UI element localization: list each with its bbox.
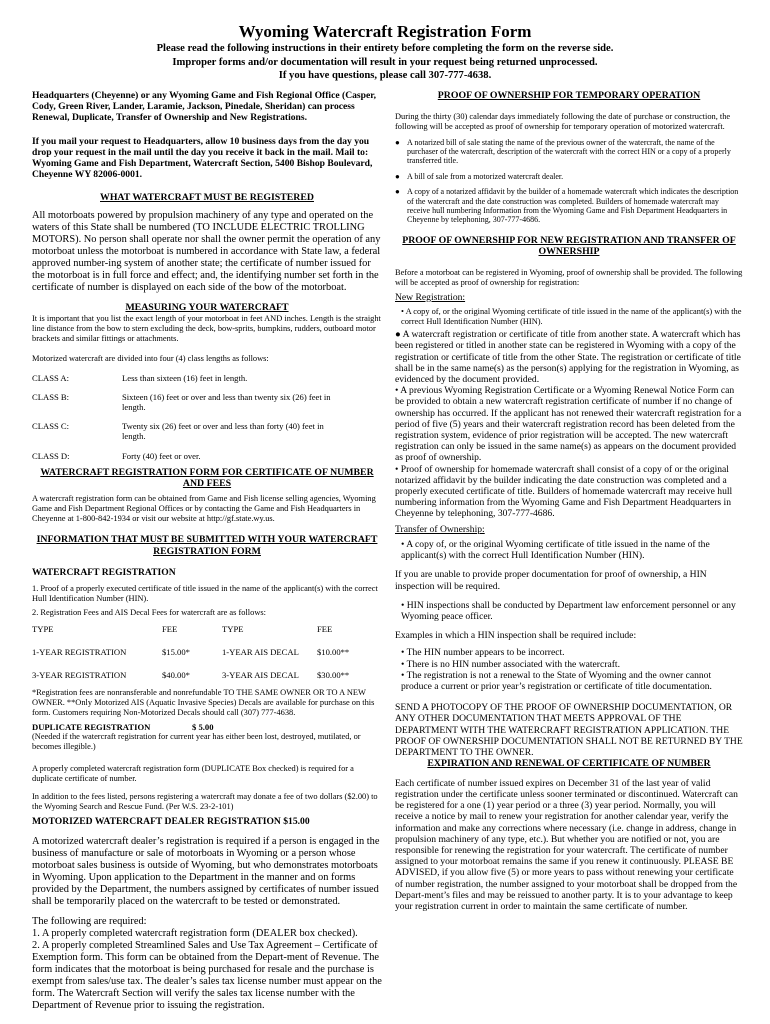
form-fees-body: A watercraft registration form can be obtained from Game and Fish license selling agencies, Wyoming Game and Fish Department Regional Offices or by contacting the Game and Fish Headquarters in Cheyenne at 1-800-842-1934 or visit our website at http://gf.state.wy.us.	[32, 494, 376, 524]
new-registration-item: • A previous Wyoming Registration Certificate or a Wyoming Renewal Notice Form can be provided to obtain a new watercraft registration certificate of number if no change of ownership has occurred. If the applicant has not renewed their watercraft registration for a period of five (5) years and their watercraft registration record has been deleted from the registration system, evidence of prior registration will be accepted. The new watercraft registration can only be issued in the same name(s) as appears on the document provided as proof of ownership.	[395, 385, 742, 464]
hin-inspection-note: • HIN inspections shall be conducted by Department law enforcement personnel or any Wyoming peace officer.	[401, 599, 736, 622]
fee-header: FEE	[162, 624, 178, 635]
bullet-text: A notarized bill of sale stating the name of the previous owner of the watercraft, the name of the purchaser of the watercraft, description of the watercraft with the correct HIN or a copy of a properly transferred title.	[407, 137, 731, 166]
new-registration-item: • Proof of ownership for homemade watercraft shall consist of a copy of or the original notarized affidavit by the builder indicating the date construction was completed and a properly executed certificate of title. Builders of homemade watercraft may receive hull numbering information from the Wyoming Game and Fish Department Headquarters in Cheyenne by telephoning, 307-777-4686.	[395, 463, 733, 520]
class-desc: Twenty six (26) feet or over and less than forty (40) feet in length.	[122, 421, 324, 442]
registration-heading: WATERCRAFT REGISTRATION	[32, 567, 176, 579]
bullet-icon: ●	[395, 171, 400, 181]
bullet-text: A bill of sale from a motorized watercraft dealer.	[407, 171, 564, 181]
left-column	[32, 90, 382, 1012]
class-label: CLASS C:	[32, 421, 70, 432]
class-desc: Less than sixteen (16) feet in length.	[122, 372, 248, 383]
new-registration-intro: Before a motorboat can be registered in Wyoming, proof of ownership shall be provided. The following will be accepted as proof of ownership for registration:	[395, 268, 743, 288]
examples-intro: Examples in which a HIN inspection shall be required include:	[395, 630, 637, 642]
duplicate-fee: $ 5.00	[192, 722, 214, 733]
fee-cell: 3-YEAR AIS DECAL	[222, 670, 299, 681]
dealer-requirements-intro: The following are required:	[32, 915, 147, 927]
transfer-item: • A copy of, or the original Wyoming certificate of title issued in the name of the applicant(s) with the correct Hull Identification Number (HIN).	[401, 538, 710, 562]
donation-note: In addition to the fees listed, persons registering a watercraft may donate a fee of two dollars ($2.00) to the Wyoming Search and Rescue Fund. (Per W.S. 23-2-101)	[32, 792, 378, 812]
new-registration-item: • A copy of, or the original Wyoming certificate of title issued in the name of the applicant(s) with the correct Hull Identification Number (HIN).	[401, 307, 742, 327]
measuring-heading: MEASURING YOUR WATERCRAFT	[125, 302, 289, 314]
registration-item-1: 1. Proof of a properly executed certificate of title issued in the name of the applicant(s) with the correct Hull Identification Number (HIN).	[32, 584, 378, 604]
bullet-item	[395, 172, 743, 181]
duplicate-note: (Needed if the watercraft registration for current year has either been lost, destroyed, mutilated, or becomes illegible.)	[32, 732, 361, 752]
example-item: • The registration is not a renewal to the State of Wyoming and the owner cannot produce a current or prior year’s registration or certificate of title documentation.	[401, 669, 712, 692]
duplicate-row	[32, 722, 382, 732]
bullet-item	[395, 138, 743, 166]
expiration-heading: EXPIRATION AND RENEWAL OF CERTIFICATE OF NUMBER	[427, 758, 711, 770]
hq-paragraph: Headquarters (Cheyenne) or any Wyoming Game and Fish Regional Office (Casper, Cody, Green River, Lander, Laramie, Jackson, Pinedale, Sheridan) can process Renewal, Duplicate, Transfer of Ownership and New Registrations.	[32, 90, 377, 124]
fee-header: TYPE	[32, 624, 54, 635]
fee-cell: $10.00**	[317, 647, 350, 658]
duplicate-requirement: A properly completed watercraft registration form (DUPLICATE Box checked) is required for a duplicate certificate of number.	[32, 764, 354, 784]
new-registration-item: ● A watercraft registration or certificate of title from another state. A watercraft which has been registered or titled in another state can be registered in Wyoming with a copy of the registration or certificate of title from the other State. The registration or certificate of title shall be in the same name(s) as the person(s) applying for the registration in Wyoming, as evidenced by the document provided.	[395, 329, 741, 386]
right-column	[395, 90, 743, 912]
example-item: • There is no HIN number associated with the watercraft.	[401, 658, 620, 670]
example-item: • The HIN number appears to be incorrect.	[401, 647, 565, 659]
bullet-text: A copy of a notarized affidavit by the builder of a homemade watercraft which indicates the description of the watercraft and the date construction was completed. Builders of homemade watercraft may receive hull numbering Information from the Wyoming Game and Fish Department Headquarters in Cheyenne by telephoning, 307-777-4686.	[407, 187, 739, 225]
instruction-line: Improper forms and/or documentation will result in your request being returned unprocessed.	[172, 56, 598, 68]
mail-paragraph: If you mail your request to Headquarters, allow 10 business days from the day you drop your request in the mail until the day you receive it back in the mail. Mail to: Wyoming Game and Fish Department, Watercraft Section, 5400 Bishop Boulevard, Cheyenne WY 82006-0001.	[32, 135, 373, 181]
class-label: CLASS B:	[32, 391, 70, 402]
measuring-body: It is important that you list the exact length of your motorboat in feet AND inches. Length is the straight line distance from the bow to stern excluding the deck, bow-sprits, bumpkins, rudders, outboard motor brackets and similar fittings or attachments.	[32, 313, 381, 343]
info-heading: INFORMATION THAT MUST BE SUBMITTED WITH YOUR WATERCRAFT REGISTRATION FORM	[36, 534, 378, 557]
duplicate-label: DUPLICATE REGISTRATION	[32, 722, 151, 733]
fee-cell: $40.00*	[162, 670, 190, 681]
new-registration-label: New Registration:	[395, 292, 466, 304]
fee-cell: 1-YEAR REGISTRATION	[32, 647, 127, 658]
bullet-item	[395, 187, 743, 225]
fee-cell: 1-YEAR AIS DECAL	[222, 647, 299, 658]
class-desc: Sixteen (16) feet or over and less than twenty six (26) feet in length.	[122, 391, 331, 413]
fee-table	[32, 624, 382, 680]
dealer-requirement-2: 2. A properly completed Streamlined Sales and Use Tax Agreement – Certificate of Exemption form. This form can be obtained from the Depart-ment of Revenue. The form indicates that the motorboat is being purchased for resale and the purchase is exempt from sales/use tax. The dealer’s sales tax license number must appear on the form. The Watercraft Section will verify the sales tax license number with the Department of Revenue prior to issuing the registration.	[32, 939, 382, 1011]
class-desc: Forty (40) feet or over.	[122, 450, 201, 461]
unable-paragraph: If you are unable to provide proper documentation for proof of ownership, a HIN inspection will be required.	[395, 569, 707, 592]
temporary-operation-body: During the thirty (30) calendar days immediately following the date of purchase or construction, the following will be accepted as proof of ownership for temporary operation of motorized watercraft.	[395, 111, 731, 131]
must-register-body: All motorboats powered by propulsion machinery of any type and operated on the waters of this State shall be numbered (TO INCLUDE ELECTRIC TROLLING MOTORS). No person shall operate nor shall the owner permit the operation of any motorboat unless the motorboat is numbered in accordance with State law, a federal approved number-ing system of another state; the certificate of number issued for the motorboat is in full force and effect; and, the identifying number set forth in the certificate of number is displayed on each side of the bow of the motorboat.	[32, 210, 381, 294]
form-instructions	[0, 42, 770, 83]
fee-header: FEE	[317, 624, 333, 635]
fee-cell: $30.00**	[317, 670, 350, 681]
instruction-line: Please read the following instructions in their entirety before completing the form on the reverse side.	[156, 43, 614, 54]
photocopy-notice: SEND A PHOTOCOPY OF THE PROOF OF OWNERSHIP DOCUMENTATION, OR ANY OTHER DOCUMENTATION THAT MEETS APPROVAL OF THE DEPARTMENT WITH THE WATERCRAFT REGISTRATION APPLICATION. THE PROOF OF OWNERSHIP DOCUMENTATION SHALL NOT BE RETURNED BY THE DEPARTMENT TO THE OWNER.	[395, 702, 743, 758]
fee-cell: 3-YEAR REGISTRATION	[32, 670, 127, 681]
transfer-label: Transfer of Ownership:	[395, 523, 485, 535]
form-title: Wyoming Watercraft Registration Form	[238, 22, 532, 41]
fee-header: TYPE	[222, 624, 244, 635]
new-registration-heading: PROOF OF OWNERSHIP FOR NEW REGISTRATION AND TRANSFER OF OWNERSHIP	[402, 234, 736, 258]
fee-cell: $15.00*	[162, 647, 190, 658]
form-fees-heading: WATERCRAFT REGISTRATION FORM FOR CERTIFICATE OF NUMBER AND FEES	[40, 466, 374, 490]
bullet-icon: ●	[395, 137, 400, 147]
class-label: CLASS D:	[32, 450, 70, 461]
bullet-icon: ●	[395, 187, 400, 197]
classes-intro: Motorized watercraft are divided into four (4) class lengths as follows:	[32, 353, 269, 363]
class-label: CLASS A:	[32, 372, 70, 383]
expiration-body: Each certificate of number issued expires on December 31 of the last year of valid registration under the certificate unless sooner terminated or discontinued. Watercraft can be registered for a one (1) year period or a three (3) year period. Normally, you will receive a notice by mail to renew your registration for another calendar year, verify the information and make any corrections where necessary (i.e. change in address, change in propulsion machinery of any type, etc.). But whether you are notified or not, you are responsible for renewing the registration for your watercraft. The certificate of number assigned to your motorboat remains the same if you renew it continuously. PLEASE BE ADVISED, if you allow five (5) or more years to pass without renewing your certificate of number registration, the number assigned to your motorboat shall be dropped from the Depart-ment’s files and may be reissued to another party. It is to your advantage to keep your registration current in order to maintain the same certificate of number.	[395, 777, 738, 912]
registration-item-2: 2. Registration Fees and AIS Decal Fees for watercraft are as follows:	[32, 608, 266, 618]
temporary-operation-heading: PROOF OF OWNERSHIP FOR TEMPORARY OPERATION	[437, 90, 701, 101]
fee-note: *Registration fees are nonransferable and nonrefundable TO THE SAME OWNER OR TO A NEW OWNER. **Only Motorized AIS (Aquatic Invasive Species) Decals are available for purchase on this form. Customers requiring Non-Motorized Decals should call (307) 777-4638.	[32, 688, 375, 718]
class-row	[32, 451, 382, 461]
class-row	[32, 392, 382, 412]
dealer-heading: MOTORIZED WATERCRAFT DEALER REGISTRATION $15.00	[32, 816, 310, 828]
instruction-line: If you have questions, please call 307-777-4638.	[278, 70, 492, 82]
class-row	[32, 421, 382, 441]
dealer-requirement-1: 1. A properly completed watercraft registration form (DEALER box checked).	[32, 927, 358, 939]
must-register-heading: WHAT WATERCRAFT MUST BE REGISTERED	[100, 192, 314, 204]
class-row	[32, 373, 382, 383]
dealer-body: A motorized watercraft dealer’s registration is required if a person is engaged in the business of manufacture or sale of motorboats in Wyoming or a person whose motorboat sales business is outside of Wyoming, but who demonstrates motorboats in Wyoming. Upon application to the Department in the manner and on forms provided by the Department, the numbers assigned by certificates of number issued shall be temporarily placed on the watercraft to be tested or demonstrated.	[32, 835, 380, 907]
